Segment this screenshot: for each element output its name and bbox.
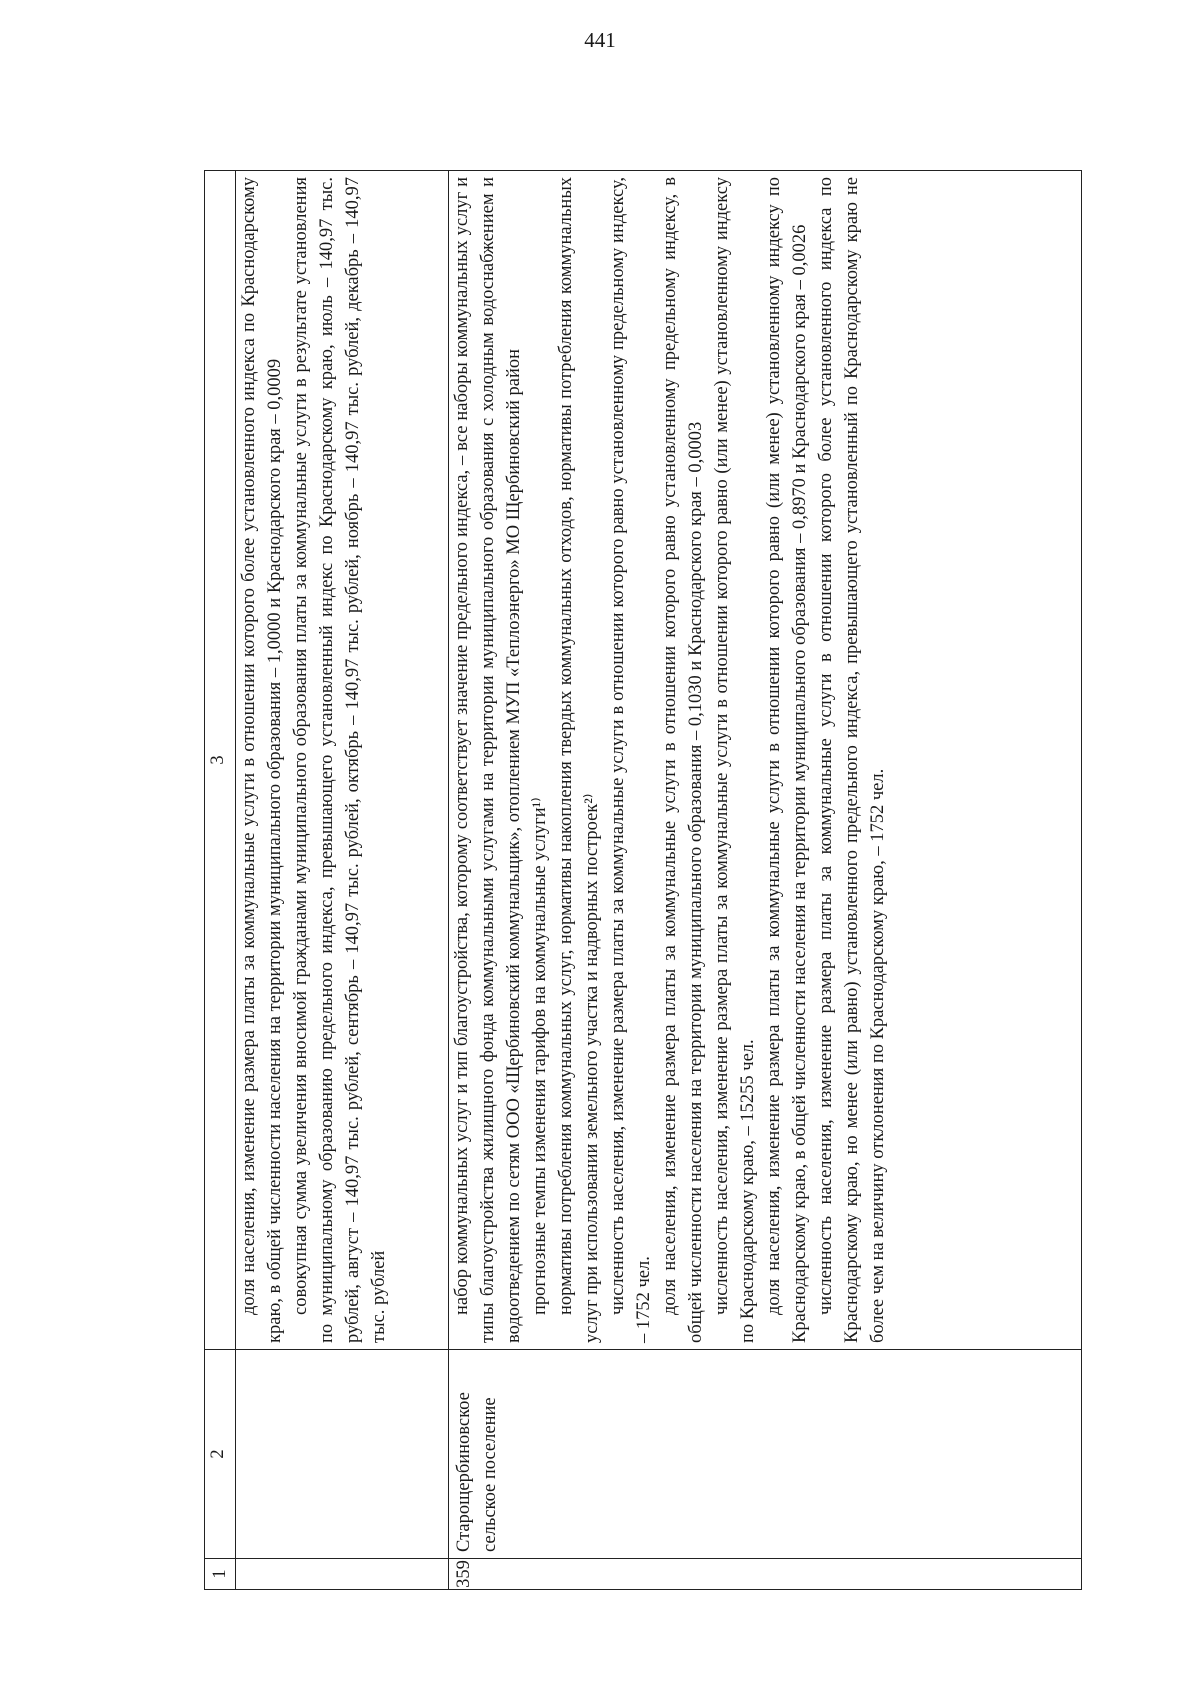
table-header-row [205, 171, 236, 1590]
details-cell [236, 171, 449, 1350]
detail-paragraph: доля населения, изменение размера платы за коммунальные услуги в отношении которого равно установленному предельному индексу, в общей численности населения на территории муниципального образования – 0,1030 и Краснодарского края – 0,0003 [660, 177, 706, 1343]
data-table [204, 170, 1082, 1590]
detail-paragraph: численность населения, изменение размера платы за коммунальные услуги в отношении которого равно (или менее) установленному индексу по Краснодарскому краю, – 15255 чел. [712, 177, 758, 1343]
column-header-3: 3 [205, 171, 236, 1350]
row-number-cell [236, 1559, 449, 1590]
detail-paragraph: численность населения, изменение размера платы за коммунальные услуги в отношении которого равно установленному предельному индексу, – 1752 чел. [608, 177, 654, 1343]
detail-paragraph: прогнозные темпы изменения тарифов на коммунальные услуги¹⁾ [530, 797, 550, 1315]
municipality-name-cell [236, 1350, 449, 1559]
table-row [236, 171, 449, 1590]
detail-paragraph: нормативы потребления коммунальных услуг, нормативы накопления твердых коммунальных отходов, нормативы потребления коммунальных услуг при использовании земельного участка и надворных построек²⁾ [556, 177, 602, 1343]
municipality-name-cell: Старощербиновское сельское поселение [449, 1350, 1082, 1559]
row-number-cell: 359 [449, 1559, 1082, 1590]
column-header-2: 2 [205, 1350, 236, 1559]
detail-paragraph: набор коммунальных услуг и тип благоустройства, которому соответствует значение предельного индекса, – все наборы коммунальных услуг и типы благоустройства жилищного фонда коммунальными услугами на территории муниципального образования с холодным водоснабжением и водоотведением по сетям ООО «Щербиновский коммунальщик», отоплением МУП «Теплоэнерго» МО Щербиновский район [452, 177, 524, 1343]
table-row [449, 171, 1082, 1590]
detail-paragraph: доля населения, изменение размера платы за коммунальные услуги в отношении которого более установленного индекса по Краснодарскому краю, в общей численности населения на территории муниципального образования – 1,0000 и Краснодарского края – 0,0009 [239, 177, 285, 1343]
details-cell [449, 171, 1082, 1350]
page-number: 441 [584, 28, 616, 52]
detail-paragraph: численность населения, изменение размера платы за коммунальные услуги в отношении которого более установленного индекса по Краснодарскому краю, но менее (или равно) установленного предельного индекса, превышающего установленный по Краснодарскому краю не более чем на величину отклонения по Краснодарскому краю, – 1752 чел. [816, 177, 888, 1343]
column-header-1: 1 [205, 1559, 236, 1590]
detail-paragraph: доля населения, изменение размера платы за коммунальные услуги в отношении которого равно (или менее) установленному индексу по Краснодарскому краю, в общей численности населения на территории муниципального образования – 0,8970 и Краснодарского края – 0,0026 [764, 177, 810, 1343]
rotated-table-container [204, 170, 1082, 1590]
detail-paragraph: совокупная сумма увеличения вносимой гражданами муниципального образования платы за коммунальные услуги в результате установления по муниципальному образованию предельного индекса, превышающего установленный индекс по Краснодарскому краю, июль – 140,97 тыс. рублей, август – 140,97 тыс. рублей, сентябрь – 140,97 тыс. рублей, октябрь – 140,97 тыс. рублей, ноябрь – 140,97 тыс. рублей, декабрь – 140,97 тыс. рублей [291, 177, 389, 1343]
